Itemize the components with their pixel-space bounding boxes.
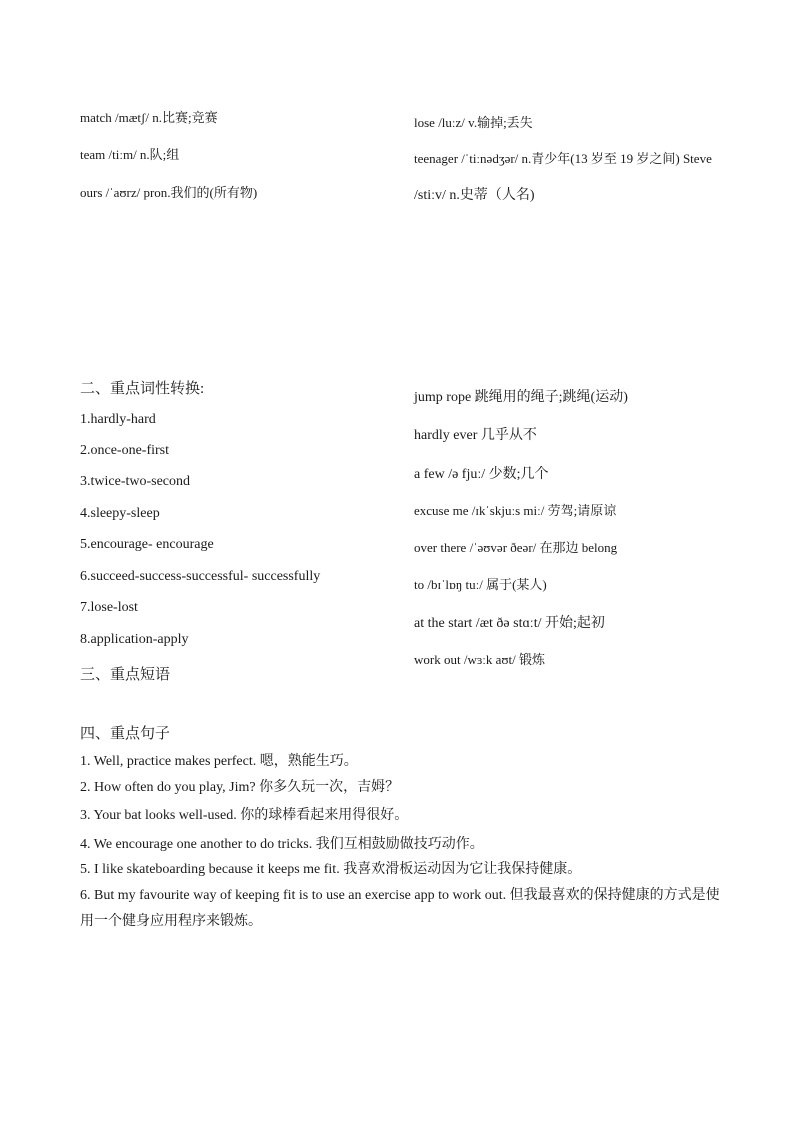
vocab-item-team: team /tiːm/ n.队;组 — [80, 147, 180, 162]
vocab-item-lose: lose /luːz/ v.输掉;丢失 — [414, 115, 533, 130]
vocab-item-teenager: teenager /ˈtiːnədʒər/ n.青少年(13 岁至 19 岁之间) Steve — [414, 151, 712, 166]
key-sentence: 6. But my favourite way of keeping fit is to use an exercise app to work out. 但我最喜欢的保持健康的方式是使用一个健身应用程序来锻炼。 — [80, 888, 720, 929]
word-form-item: 5.encourage- encourage — [80, 537, 214, 552]
phrase-item-a-few: a few /ə fjuː/ 少数;几个 — [414, 467, 549, 482]
section-heading-word-forms: 二、重点词性转换: — [80, 381, 205, 397]
phrase-item-over-there: over there /ˈəʊvər ðeər/ 在那边 belong — [414, 540, 618, 555]
word-form-item: 1.hardly-hard — [80, 412, 156, 427]
word-form-item: 4.sleepy-sleep — [80, 506, 160, 521]
word-form-item: 8.application-apply — [80, 632, 189, 647]
word-form-item: 3.twice-two-second — [80, 474, 191, 489]
key-sentence: 4. We encourage one another to do tricks. 我们互相鼓励做技巧动作。 — [80, 837, 484, 852]
phrase-item-work-out: work out /wɜːk aʊt/ 锻炼 — [414, 652, 546, 667]
key-sentence: 1. Well, practice makes perfect. 嗯，熟能生巧。 — [80, 754, 358, 769]
phrase-item-hardly-ever: hardly ever 几乎从不 — [414, 428, 537, 443]
vocab-item-steve: /stiːv/ n.史蒂（人名) — [414, 188, 535, 203]
key-sentence: 2. How often do you play, Jim? 你多久玩一次，吉姆？ — [80, 780, 400, 795]
phrase-item-jump-rope: jump rope 跳绳用的绳子;跳绳(运动) — [414, 390, 628, 405]
vocab-item-ours: ours /ˈaʊrz/ pron.我们的(所有物) — [80, 185, 258, 200]
phrase-item-belong-to: to /bɪˈlɒŋ tuː/ 属于(某人) — [414, 577, 547, 592]
section-heading-key-phrases: 三、重点短语 — [80, 667, 171, 683]
key-sentence: 3. Your bat looks well-used. 你的球棒看起来用得很好。 — [80, 808, 409, 823]
vocab-item-match: match /mætʃ/ n.比赛;竞赛 — [80, 110, 218, 125]
section-heading-key-sentences: 四、重点句子 — [80, 726, 171, 742]
phrase-item-excuse-me: excuse me /ɪkˈskjuːs miː/ 劳驾;请原谅 — [414, 503, 617, 518]
phrase-item-at-the-start: at the start /æt ðə stɑːt/ 开始;起初 — [414, 616, 605, 631]
word-form-item: 6.succeed-success-successful- successfully — [80, 569, 321, 584]
word-form-item: 7.lose-lost — [80, 600, 138, 615]
word-form-item: 2.once-one-first — [80, 443, 170, 458]
key-sentence: 5. I like skateboarding because it keeps me fit. 我喜欢滑板运动因为它让我保持健康。 — [80, 862, 582, 877]
